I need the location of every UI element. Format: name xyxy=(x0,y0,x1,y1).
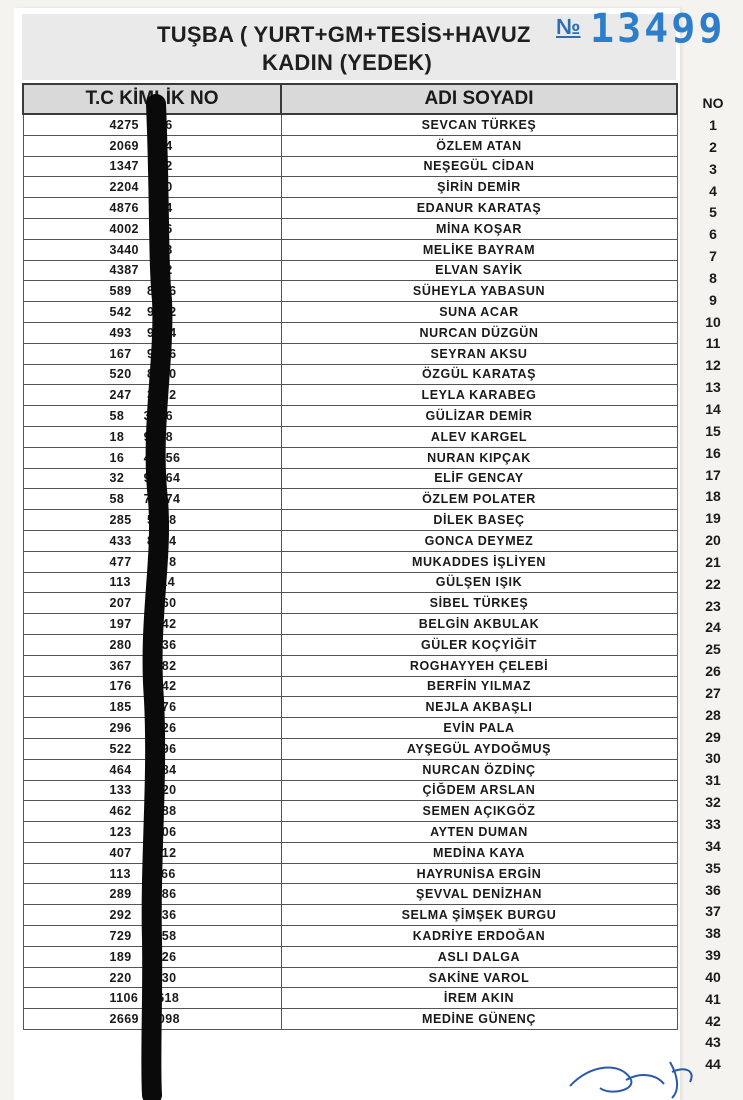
table-row xyxy=(23,738,677,759)
id-number-cell: 433 8084 xyxy=(23,530,281,551)
name-list-table xyxy=(22,83,678,1030)
id-number-cell: 58 3066 xyxy=(23,406,281,427)
table-row xyxy=(23,863,677,884)
id-number-cell: 32 94564 xyxy=(23,468,281,489)
table-body xyxy=(23,114,677,1030)
id-number-cell: 1106 5618 xyxy=(23,988,281,1009)
id-number-cell: 16 44456 xyxy=(23,447,281,468)
full-name-cell: GONCA DEYMEZ xyxy=(281,530,677,551)
id-number-cell: 477 1978 xyxy=(23,551,281,572)
row-number: 39 xyxy=(705,947,721,964)
full-name-cell: GÜLER KOÇYİĞİT xyxy=(281,634,677,655)
row-number: 36 xyxy=(705,881,721,898)
table-row xyxy=(23,239,677,260)
table-row xyxy=(23,988,677,1009)
full-name-cell: SEMEN AÇIKGÖZ xyxy=(281,801,677,822)
row-number: 37 xyxy=(705,903,721,920)
row-number: 7 xyxy=(709,248,717,265)
table-row xyxy=(23,842,677,863)
row-number: 40 xyxy=(705,968,721,985)
row-number: 10 xyxy=(705,313,721,330)
table-row xyxy=(23,905,677,926)
id-number-cell: 123 8106 xyxy=(23,822,281,843)
row-number: 23 xyxy=(705,597,721,614)
table-row xyxy=(23,967,677,988)
table-row xyxy=(23,114,677,135)
row-number: 3 xyxy=(709,160,717,177)
row-number: 6 xyxy=(709,226,717,243)
table-row xyxy=(23,614,677,635)
id-number-cell: 2069 724 xyxy=(23,135,281,156)
row-number: 43 xyxy=(705,1034,721,1051)
row-number: 17 xyxy=(705,466,721,483)
id-number-cell: 522 0996 xyxy=(23,738,281,759)
full-name-cell: SELMA ŞİMŞEK BURGU xyxy=(281,905,677,926)
full-name-cell: GÜLİZAR DEMİR xyxy=(281,406,677,427)
full-name-cell: SAKİNE VAROL xyxy=(281,967,677,988)
name-column-header: ADI SOYADI xyxy=(281,84,677,114)
full-name-cell: NURAN KIPÇAK xyxy=(281,447,677,468)
document-subtitle: KADIN (YEDEK) xyxy=(262,50,433,75)
id-number-cell: 589 8686 xyxy=(23,281,281,302)
id-number-cell: 113 7114 xyxy=(23,572,281,593)
id-number-cell: 113 7466 xyxy=(23,863,281,884)
table-row xyxy=(23,697,677,718)
row-number: 2 xyxy=(709,138,717,155)
full-name-cell: ÖZLEM POLATER xyxy=(281,489,677,510)
table-row xyxy=(23,1009,677,1030)
row-number: 22 xyxy=(705,575,721,592)
row-number: 26 xyxy=(705,663,721,680)
table-header-row xyxy=(23,84,677,114)
table-row xyxy=(23,801,677,822)
full-name-cell: ÖZLEM ATAN xyxy=(281,135,677,156)
full-name-cell: MELİKE BAYRAM xyxy=(281,239,677,260)
full-name-cell: BERFİN YILMAZ xyxy=(281,676,677,697)
id-number-cell: 4002 656 xyxy=(23,218,281,239)
table-row xyxy=(23,551,677,572)
full-name-cell: SEYRAN AKSU xyxy=(281,343,677,364)
full-name-cell: SEVCAN TÜRKEŞ xyxy=(281,114,677,135)
full-name-cell: ŞİRİN DEMİR xyxy=(281,177,677,198)
row-number: 5 xyxy=(709,204,717,221)
table-row xyxy=(23,156,677,177)
full-name-cell: AYTEN DUMAN xyxy=(281,822,677,843)
row-number: 16 xyxy=(705,444,721,461)
row-number: 1 xyxy=(709,117,717,133)
table-row xyxy=(23,135,677,156)
full-name-cell: GÜLŞEN IŞIK xyxy=(281,572,677,593)
full-name-cell: KADRİYE ERDOĞAN xyxy=(281,926,677,947)
table-row xyxy=(23,447,677,468)
full-name-cell: NEŞEGÜL CİDAN xyxy=(281,156,677,177)
table-row xyxy=(23,322,677,343)
row-number: 34 xyxy=(705,837,721,854)
table-row xyxy=(23,718,677,739)
full-name-cell: SÜHEYLA YABASUN xyxy=(281,281,677,302)
id-number-cell: 4275 506 xyxy=(23,114,281,135)
row-number: 18 xyxy=(705,488,721,505)
row-number: 38 xyxy=(705,925,721,942)
full-name-cell: ELİF GENCAY xyxy=(281,468,677,489)
full-name-cell: ÇİĞDEM ARSLAN xyxy=(281,780,677,801)
table-row xyxy=(23,884,677,905)
full-name-cell: LEYLA KARABEG xyxy=(281,385,677,406)
id-number-cell: 167 9416 xyxy=(23,343,281,364)
id-number-cell: 407 0712 xyxy=(23,842,281,863)
table-row xyxy=(23,489,677,510)
row-number: 4 xyxy=(709,182,717,199)
row-number: 13 xyxy=(705,379,721,396)
id-number-cell: 18 9248 xyxy=(23,426,281,447)
table-row xyxy=(23,655,677,676)
id-number-cell: 2669 8098 xyxy=(23,1009,281,1030)
row-number: 12 xyxy=(705,357,721,374)
table-row xyxy=(23,281,677,302)
full-name-cell: ŞEVVAL DENİZHAN xyxy=(281,884,677,905)
full-name-cell: SİBEL TÜRKEŞ xyxy=(281,593,677,614)
id-number-cell: 207 7660 xyxy=(23,593,281,614)
id-number-cell: 292 3836 xyxy=(23,905,281,926)
full-name-cell: NEJLA AKBAŞLI xyxy=(281,697,677,718)
full-name-cell: SUNA ACAR xyxy=(281,302,677,323)
row-number: 31 xyxy=(705,772,721,789)
id-number-cell: 3440 548 xyxy=(23,239,281,260)
full-name-cell: MEDİNE GÜNENÇ xyxy=(281,1009,677,1030)
row-number: 41 xyxy=(705,990,721,1007)
table-row xyxy=(23,426,677,447)
full-name-cell: DİLEK BASEÇ xyxy=(281,510,677,531)
serial-number: 13499 xyxy=(590,6,726,52)
serial-prefix: № xyxy=(556,14,581,39)
table-row xyxy=(23,572,677,593)
id-number-cell: 185 9876 xyxy=(23,697,281,718)
row-number: 20 xyxy=(705,532,721,549)
table-row xyxy=(23,822,677,843)
table-row xyxy=(23,780,677,801)
id-number-cell: 220 0330 xyxy=(23,967,281,988)
table-row xyxy=(23,530,677,551)
no-column-header: NO xyxy=(702,95,724,111)
row-number: 42 xyxy=(705,1012,721,1029)
table-row xyxy=(23,946,677,967)
table-row xyxy=(23,385,677,406)
full-name-cell: ROGHAYYEH ÇELEBİ xyxy=(281,655,677,676)
table-row xyxy=(23,198,677,219)
row-number: 27 xyxy=(705,684,721,701)
id-number-cell: 4876 834 xyxy=(23,198,281,219)
row-number: 28 xyxy=(705,706,721,723)
row-number: 25 xyxy=(705,641,721,658)
document-title: TUŞBA ( YURT+GM+TESİS+HAVUZ xyxy=(157,22,531,47)
id-number-cell: 367 2082 xyxy=(23,655,281,676)
id-number-cell: 285 5848 xyxy=(23,510,281,531)
id-number-cell: 176 0842 xyxy=(23,676,281,697)
row-number-list xyxy=(690,115,736,1076)
table-row xyxy=(23,593,677,614)
full-name-cell: AYŞEGÜL AYDOĞMUŞ xyxy=(281,738,677,759)
id-number-cell: 133 5320 xyxy=(23,780,281,801)
row-number: 33 xyxy=(705,816,721,832)
full-name-cell: ASLI DALGA xyxy=(281,946,677,967)
full-name-cell: NURCAN ÖZDİNÇ xyxy=(281,759,677,780)
table-row xyxy=(23,343,677,364)
row-number: 24 xyxy=(705,619,721,636)
row-number: 9 xyxy=(709,291,717,308)
table-row xyxy=(23,364,677,385)
full-name-cell: NURCAN DÜZGÜN xyxy=(281,322,677,343)
table-row xyxy=(23,302,677,323)
full-name-cell: EDANUR KARATAŞ xyxy=(281,198,677,219)
row-number: 35 xyxy=(705,859,721,876)
table-row xyxy=(23,406,677,427)
table-row xyxy=(23,634,677,655)
id-number-cell: 462 5588 xyxy=(23,801,281,822)
row-number: 21 xyxy=(705,553,721,570)
row-number: 32 xyxy=(705,794,721,811)
table-row xyxy=(23,218,677,239)
id-number-cell: 296 1426 xyxy=(23,718,281,739)
table-row xyxy=(23,926,677,947)
full-name-cell: ELVAN SAYİK xyxy=(281,260,677,281)
row-number: 44 xyxy=(705,1056,721,1073)
full-name-cell: MEDİNA KAYA xyxy=(281,842,677,863)
id-number-cell: 189 7926 xyxy=(23,946,281,967)
row-number-column xyxy=(690,92,736,1076)
id-number-cell: 280 6336 xyxy=(23,634,281,655)
row-number: 29 xyxy=(705,728,721,745)
id-number-cell: 2204 820 xyxy=(23,177,281,198)
id-number-cell: 197 5642 xyxy=(23,614,281,635)
row-number: 11 xyxy=(705,335,721,352)
row-number: 14 xyxy=(705,400,721,417)
row-number: 8 xyxy=(709,269,717,286)
full-name-cell: İREM AKIN xyxy=(281,988,677,1009)
id-number-cell: 464 5584 xyxy=(23,759,281,780)
table-row xyxy=(23,260,677,281)
table-row xyxy=(23,510,677,531)
table-row xyxy=(23,676,677,697)
table-row xyxy=(23,468,677,489)
id-number-cell: 1347 942 xyxy=(23,156,281,177)
id-number-cell: 247 3422 xyxy=(23,385,281,406)
id-number-cell: 729 8158 xyxy=(23,926,281,947)
id-number-cell: 520 8380 xyxy=(23,364,281,385)
row-number: 30 xyxy=(705,750,721,767)
full-name-cell: ALEV KARGEL xyxy=(281,426,677,447)
id-number-cell: 58 75774 xyxy=(23,489,281,510)
full-name-cell: ÖZGÜL KARATAŞ xyxy=(281,364,677,385)
id-number-cell: 289 1086 xyxy=(23,884,281,905)
full-name-cell: MUKADDES İŞLİYEN xyxy=(281,551,677,572)
full-name-cell: MİNA KOŞAR xyxy=(281,218,677,239)
table-row xyxy=(23,759,677,780)
id-number-cell: 542 9212 xyxy=(23,302,281,323)
full-name-cell: BELGİN AKBULAK xyxy=(281,614,677,635)
id-column-header: T.C KİMLİK NO xyxy=(23,84,281,114)
id-number-cell: 4387 542 xyxy=(23,260,281,281)
full-name-cell: HAYRUNİSA ERGİN xyxy=(281,863,677,884)
full-name-cell: EVİN PALA xyxy=(281,718,677,739)
id-number-cell: 493 9504 xyxy=(23,322,281,343)
table-row xyxy=(23,177,677,198)
row-number: 19 xyxy=(705,510,721,527)
row-number: 15 xyxy=(705,422,721,439)
